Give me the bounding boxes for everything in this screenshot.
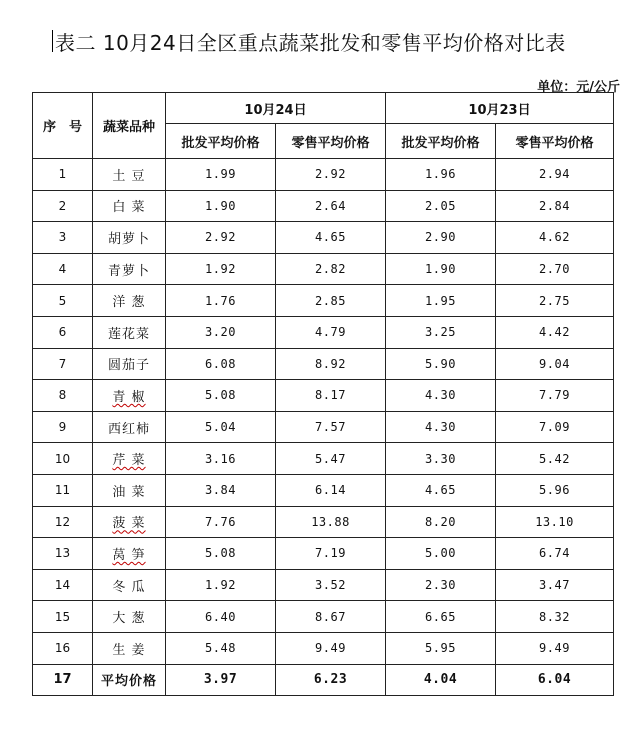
wholesale-oct24-cell: 6.40 [166,601,276,633]
wholesale-oct23-cell: 1.90 [386,253,496,285]
retail-oct23-cell: 7.79 [496,380,614,412]
retail-oct23-cell: 4.62 [496,222,614,254]
vegetable-name-cell [93,506,166,538]
wholesale-oct24-cell: 3.97 [166,664,276,696]
table-row [33,190,614,222]
retail-oct24-cell: 4.79 [276,316,386,348]
retail-oct24-cell: 5.47 [276,443,386,475]
seq-cell: 3 [33,222,93,254]
wholesale-oct23-cell: 5.00 [386,538,496,570]
vegetable-name-cell: 洋 葱 [93,285,166,317]
wholesale-oct24-cell: 5.08 [166,380,276,412]
table-row [33,253,614,285]
header-retail-oct24: 零售平均价格 [276,124,386,159]
table-row [33,285,614,317]
header-wholesale-oct24: 批发平均价格 [166,124,276,159]
retail-oct24-cell: 8.92 [276,348,386,380]
wholesale-oct24-cell: 1.76 [166,285,276,317]
table-row [33,569,614,601]
wholesale-oct23-cell: 2.05 [386,190,496,222]
seq-cell: 6 [33,316,93,348]
wholesale-oct23-cell: 3.30 [386,443,496,475]
wholesale-oct23-cell: 2.90 [386,222,496,254]
wholesale-oct24-cell: 3.84 [166,474,276,506]
retail-oct23-cell: 6.04 [496,664,614,696]
unit-label: 单位：元/公斤 [537,80,620,95]
table-row [33,632,614,664]
vegetable-name-text: 莴 笋 [112,547,146,563]
vegetable-name-cell: 白 菜 [93,190,166,222]
retail-oct23-cell: 2.75 [496,285,614,317]
retail-oct24-cell: 6.14 [276,474,386,506]
table-row [33,443,614,475]
vegetable-name-cell [93,538,166,570]
retail-oct24-cell: 7.19 [276,538,386,570]
table-title: 表二 10月24日全区重点蔬菜批发和零售平均价格对比表 [55,31,566,55]
wholesale-oct24-cell: 5.08 [166,538,276,570]
table-row [33,222,614,254]
retail-oct23-cell: 4.42 [496,316,614,348]
seq-cell: 1 [33,159,93,191]
wholesale-oct23-cell: 3.25 [386,316,496,348]
retail-oct24-cell: 6.23 [276,664,386,696]
retail-oct23-cell: 9.49 [496,632,614,664]
wholesale-oct24-cell: 5.48 [166,632,276,664]
retail-oct24-cell: 2.82 [276,253,386,285]
table-row [33,316,614,348]
wholesale-oct23-cell: 4.65 [386,474,496,506]
table-row [33,601,614,633]
retail-oct23-cell: 5.96 [496,474,614,506]
vegetable-name-cell: 青萝卜 [93,253,166,285]
vegetable-name-cell [93,380,166,412]
retail-oct24-cell: 2.92 [276,159,386,191]
vegetable-name-cell: 大 葱 [93,601,166,633]
seq-cell: 13 [33,538,93,570]
wholesale-oct23-cell: 4.04 [386,664,496,696]
wholesale-oct23-cell: 4.30 [386,411,496,443]
header-row-dates [33,93,614,124]
retail-oct23-cell: 8.32 [496,601,614,633]
seq-cell: 15 [33,601,93,633]
wholesale-oct23-cell: 1.96 [386,159,496,191]
header-date-oct24: 10月24日 [166,93,386,124]
seq-cell: 2 [33,190,93,222]
wholesale-oct23-cell: 5.90 [386,348,496,380]
wholesale-oct23-cell: 4.30 [386,380,496,412]
wholesale-oct24-cell: 2.92 [166,222,276,254]
header-date-oct23: 10月23日 [386,93,614,124]
table-body [33,159,614,696]
seq-cell: 17 [33,664,93,696]
wholesale-oct23-cell: 2.30 [386,569,496,601]
table-row [33,411,614,443]
vegetable-name-cell: 油 菜 [93,474,166,506]
table-row [33,348,614,380]
table-row [33,159,614,191]
wholesale-oct24-cell: 5.04 [166,411,276,443]
wholesale-oct23-cell: 1.95 [386,285,496,317]
text-cursor [52,30,53,52]
retail-oct23-cell: 3.47 [496,569,614,601]
vegetable-name-cell: 生 姜 [93,632,166,664]
retail-oct24-cell: 13.88 [276,506,386,538]
header-seq: 序 号 [33,93,93,159]
wholesale-oct24-cell: 6.08 [166,348,276,380]
vegetable-name-cell: 土 豆 [93,159,166,191]
retail-oct24-cell: 3.52 [276,569,386,601]
vegetable-name-cell: 平均价格 [93,664,166,696]
seq-cell: 5 [33,285,93,317]
vegetable-name-cell: 冬 瓜 [93,569,166,601]
retail-oct24-cell: 4.65 [276,222,386,254]
wholesale-oct23-cell: 8.20 [386,506,496,538]
retail-oct24-cell: 9.49 [276,632,386,664]
retail-oct23-cell: 2.70 [496,253,614,285]
retail-oct23-cell: 2.94 [496,159,614,191]
retail-oct24-cell: 8.17 [276,380,386,412]
wholesale-oct23-cell: 6.65 [386,601,496,633]
vegetable-name-cell: 西红柿 [93,411,166,443]
average-row [33,664,614,696]
vegetable-name-cell [93,443,166,475]
wholesale-oct24-cell: 3.16 [166,443,276,475]
seq-cell: 12 [33,506,93,538]
seq-cell: 9 [33,411,93,443]
retail-oct23-cell: 13.10 [496,506,614,538]
seq-cell: 14 [33,569,93,601]
table-row [33,538,614,570]
seq-cell: 16 [33,632,93,664]
retail-oct23-cell: 2.84 [496,190,614,222]
retail-oct24-cell: 7.57 [276,411,386,443]
header-wholesale-oct23: 批发平均价格 [386,124,496,159]
retail-oct23-cell: 5.42 [496,443,614,475]
vegetable-name-cell: 莲花菜 [93,316,166,348]
table-row [33,506,614,538]
retail-oct24-cell: 2.64 [276,190,386,222]
price-comparison-table [32,92,614,696]
table-row [33,474,614,506]
vegetable-name-text: 菠 菜 [112,516,146,532]
header-vegetable: 蔬菜品种 [93,93,166,159]
retail-oct23-cell: 9.04 [496,348,614,380]
wholesale-oct24-cell: 7.76 [166,506,276,538]
wholesale-oct24-cell: 3.20 [166,316,276,348]
retail-oct24-cell: 8.67 [276,601,386,633]
table-row [33,380,614,412]
vegetable-name-cell: 圆茄子 [93,348,166,380]
vegetable-name-cell: 胡萝卜 [93,222,166,254]
wholesale-oct24-cell: 1.90 [166,190,276,222]
header-retail-oct23: 零售平均价格 [496,124,614,159]
retail-oct23-cell: 7.09 [496,411,614,443]
vegetable-name-text: 青 椒 [112,389,146,405]
seq-cell: 8 [33,380,93,412]
seq-cell: 4 [33,253,93,285]
seq-cell: 7 [33,348,93,380]
wholesale-oct23-cell: 5.95 [386,632,496,664]
retail-oct23-cell: 6.74 [496,538,614,570]
wholesale-oct24-cell: 1.99 [166,159,276,191]
vegetable-name-text: 芹 菜 [112,453,146,469]
wholesale-oct24-cell: 1.92 [166,253,276,285]
wholesale-oct24-cell: 1.92 [166,569,276,601]
seq-cell: 10 [33,443,93,475]
seq-cell: 11 [33,474,93,506]
retail-oct24-cell: 2.85 [276,285,386,317]
